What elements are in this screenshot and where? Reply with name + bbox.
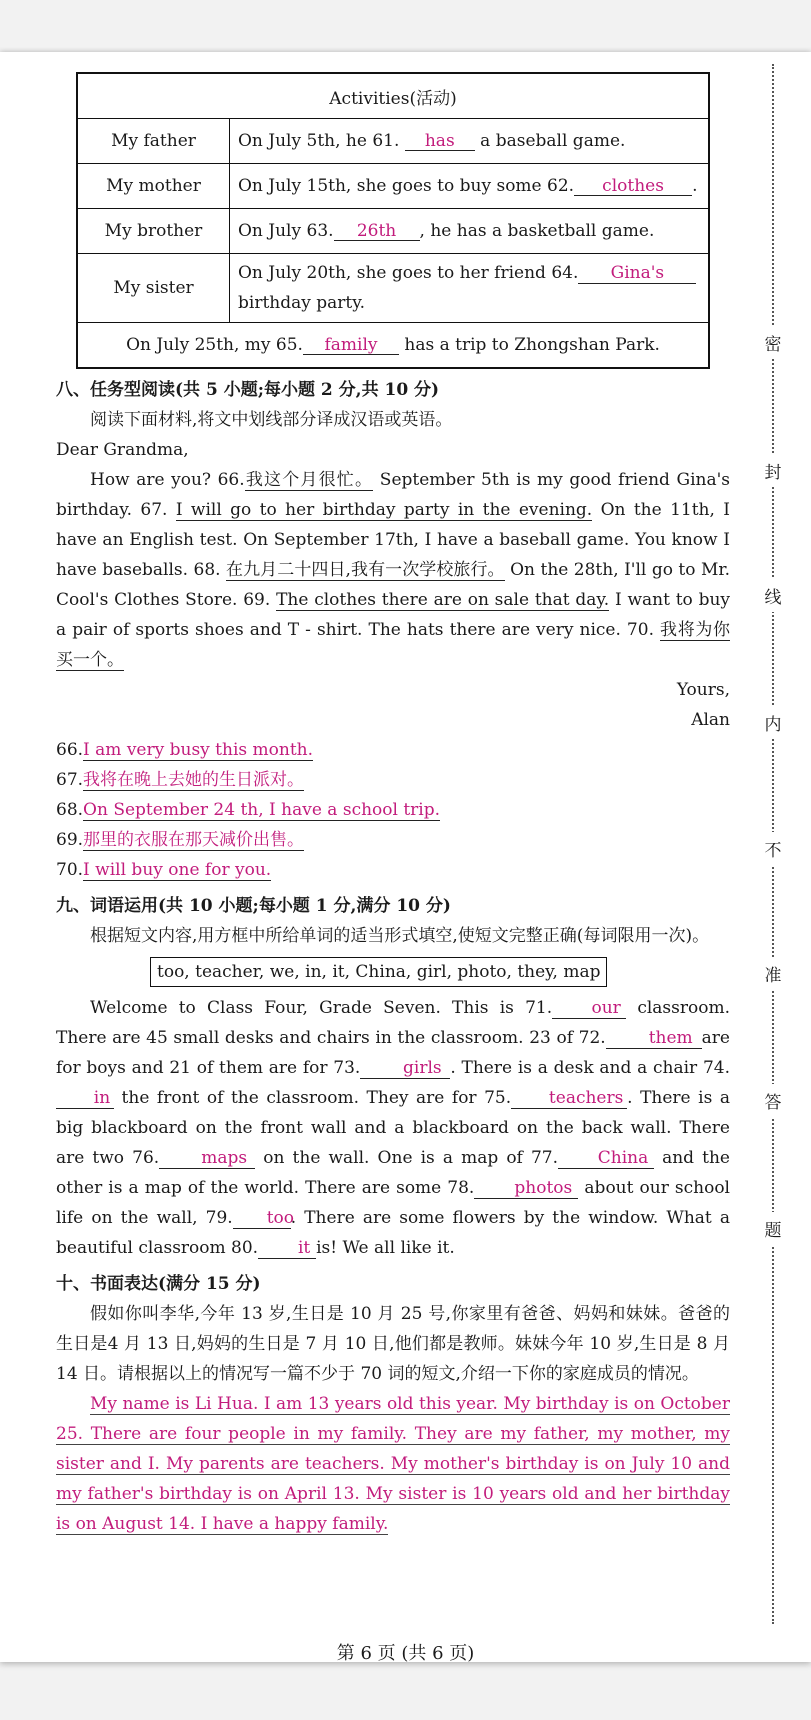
seal-char: 题 <box>761 1212 785 1245</box>
underlined-69: The clothes there are on sale that day. <box>276 590 610 610</box>
underlined-70: 我将为你买一个。 <box>56 620 731 670</box>
answer-line: 66.I am very busy this month. <box>56 740 314 760</box>
row-activity: On July 5th, he 61. has a baseball game. <box>230 119 710 164</box>
page-footer: 第 6 页 (共 6 页) <box>336 1643 475 1664</box>
answer-blank: 26th <box>334 222 420 242</box>
answer-line: 68.On September 24 th, I have a school trip. <box>56 800 441 820</box>
activities-table <box>76 72 710 369</box>
answer-blank: it <box>258 1239 316 1259</box>
answer-blank: family <box>303 336 399 356</box>
table-row <box>77 119 709 164</box>
section-9-instruction: 根据短文内容,用方框中所给单词的适当形式填空,使短文完整正确(每词限用一次)。 <box>90 926 710 946</box>
section-10-title: 十、书面表达(满分 15 分) <box>56 1274 261 1294</box>
writing-prompt: 假如你叫李华,今年 13 岁,生日是 10 月 25 号,你家里有爸爸、妈妈和妹妹。爸爸的生日是4 月 13 日,妈妈的生日是 7 月 10 日,他们都是教师。妹妹今年 10 岁,生日是 8 月 14 日。请根据以上的情况写一篇不少于 70 词的短文,介绍一下你的家庭成员的情况。 <box>56 1304 730 1384</box>
answer-text: I am very busy this month. <box>83 740 314 760</box>
section-8-title: 八、任务型阅读(共 5 小题;每小题 2 分,共 10 分) <box>56 380 440 400</box>
row-person: My sister <box>77 254 230 323</box>
page-content <box>56 72 730 1539</box>
word-box: too, teacher, we, in, it, China, girl, photo, they, map <box>150 957 607 987</box>
row-person: My father <box>77 119 230 164</box>
answer-line: 69.那里的衣服在那天减价出售。 <box>56 830 305 850</box>
letter-closing: Yours, <box>676 680 730 700</box>
section-8-instruction: 阅读下面材料,将文中划线部分译成汉语或英语。 <box>90 410 453 430</box>
section-9-title: 九、词语运用(共 10 小题;每小题 1 分,满分 10 分) <box>56 896 451 916</box>
answer-text: On September 24 th, I have a school trip. <box>83 800 441 820</box>
row-person: My mother <box>77 164 230 209</box>
seal-char: 线 <box>761 579 785 612</box>
answer-line: 67.我将在晚上去她的生日派对。 <box>56 770 305 790</box>
answer-text: 那里的衣服在那天减价出售。 <box>83 830 305 850</box>
table-row <box>77 164 709 209</box>
letter-signature: Alan <box>691 710 730 730</box>
letter-greeting: Dear Grandma, <box>56 440 189 460</box>
seal-char: 答 <box>761 1084 785 1117</box>
answer-blank: photos <box>474 1179 578 1199</box>
seal-char: 密 <box>761 326 785 359</box>
essay-answer: My name is Li Hua. I am 13 years old this year. My birthday is on October 25. There are four people in my family. They are my father, my mother, my sister and I. My parents are teachers. My mother's birthday is on July 10 and my father's birthday is on April 13. My sister is 10 years old and her birthday is on August 14. I have a happy family. <box>56 1394 730 1534</box>
row-activity: On July 25th, my 65. family has a trip to Zhongshan Park. <box>77 323 709 369</box>
letter-body: How are you? 66.我这个月很忙。 September 5th is my good friend Gina's birthday. 67. I will go to her birthday party in the evening. On the 11th, I have an English test. On September 17th, I have a baseball game. You know I have baseballs. 68. 在九月二十四日,我有一次学校旅行。 On the 28th, I'll go to Mr. Cool's Clothes Store. 69. The clothes there are on sale that day. I want to buy a pair of sports shoes and T - shirt. The hats there are very nice. 70. 我将为你买一个。 <box>56 470 731 670</box>
seal-char: 内 <box>761 706 785 739</box>
underlined-68: 在九月二十四日,我有一次学校旅行。 <box>226 560 505 580</box>
table-header: Activities(活动) <box>77 73 709 119</box>
row-activity: On July 63. 26th , he has a basketball game. <box>230 209 710 254</box>
seal-char: 准 <box>761 957 785 990</box>
answer-blank: girls <box>360 1059 450 1079</box>
answer-blank: maps <box>159 1149 255 1169</box>
underlined-66: 我这个月很忙。 <box>244 470 374 490</box>
row-activity: On July 15th, she goes to buy some 62. clothes . <box>230 164 710 209</box>
seal-char: 封 <box>761 454 785 487</box>
answer-blank: China <box>558 1149 654 1169</box>
answer-blank: our <box>552 999 626 1019</box>
table-row <box>77 254 709 323</box>
answer-text: 我将在晚上去她的生日派对。 <box>83 770 305 790</box>
table-row <box>77 323 709 369</box>
answer-blank: Gina's <box>578 264 696 284</box>
answer-blank: them <box>606 1029 702 1049</box>
table-row <box>77 209 709 254</box>
answer-blank: has <box>405 132 475 152</box>
row-person: My brother <box>77 209 230 254</box>
seal-line <box>763 64 783 1624</box>
exam-page <box>0 52 811 1662</box>
row-activity: On July 20th, she goes to her friend 64. Gina's birthday party. <box>230 254 710 323</box>
answer-line: 70.I will buy one for you. <box>56 860 272 880</box>
answer-blank: in <box>56 1089 114 1109</box>
seal-char: 不 <box>761 832 785 865</box>
underlined-67: I will go to her birthday party in the evening. <box>175 500 593 520</box>
answer-blank: clothes <box>574 177 692 197</box>
cloze-passage: Welcome to Class Four, Grade Seven. This is 71. our classroom. There are 45 small desks and chairs in the classroom. 23 of 72. them are for boys and 21 of them are for 73. girls . There is a desk and a chair 74.in the front of the classroom. They are for 75. teachers . There is a big blackboard on the front wall and a blackboard on the back wall. There are two 76. maps on the wall. One is a map of 77. China and the other is a map of the world. There are some 78. photos about our school life on the wall, 79. too. There are some flowers by the window. What a beautiful classroom 80. it is! We all like it. <box>56 998 731 1258</box>
answer-blank: teachers <box>511 1089 627 1109</box>
answer-blank: too <box>233 1209 291 1229</box>
answer-text: I will buy one for you. <box>83 860 272 880</box>
